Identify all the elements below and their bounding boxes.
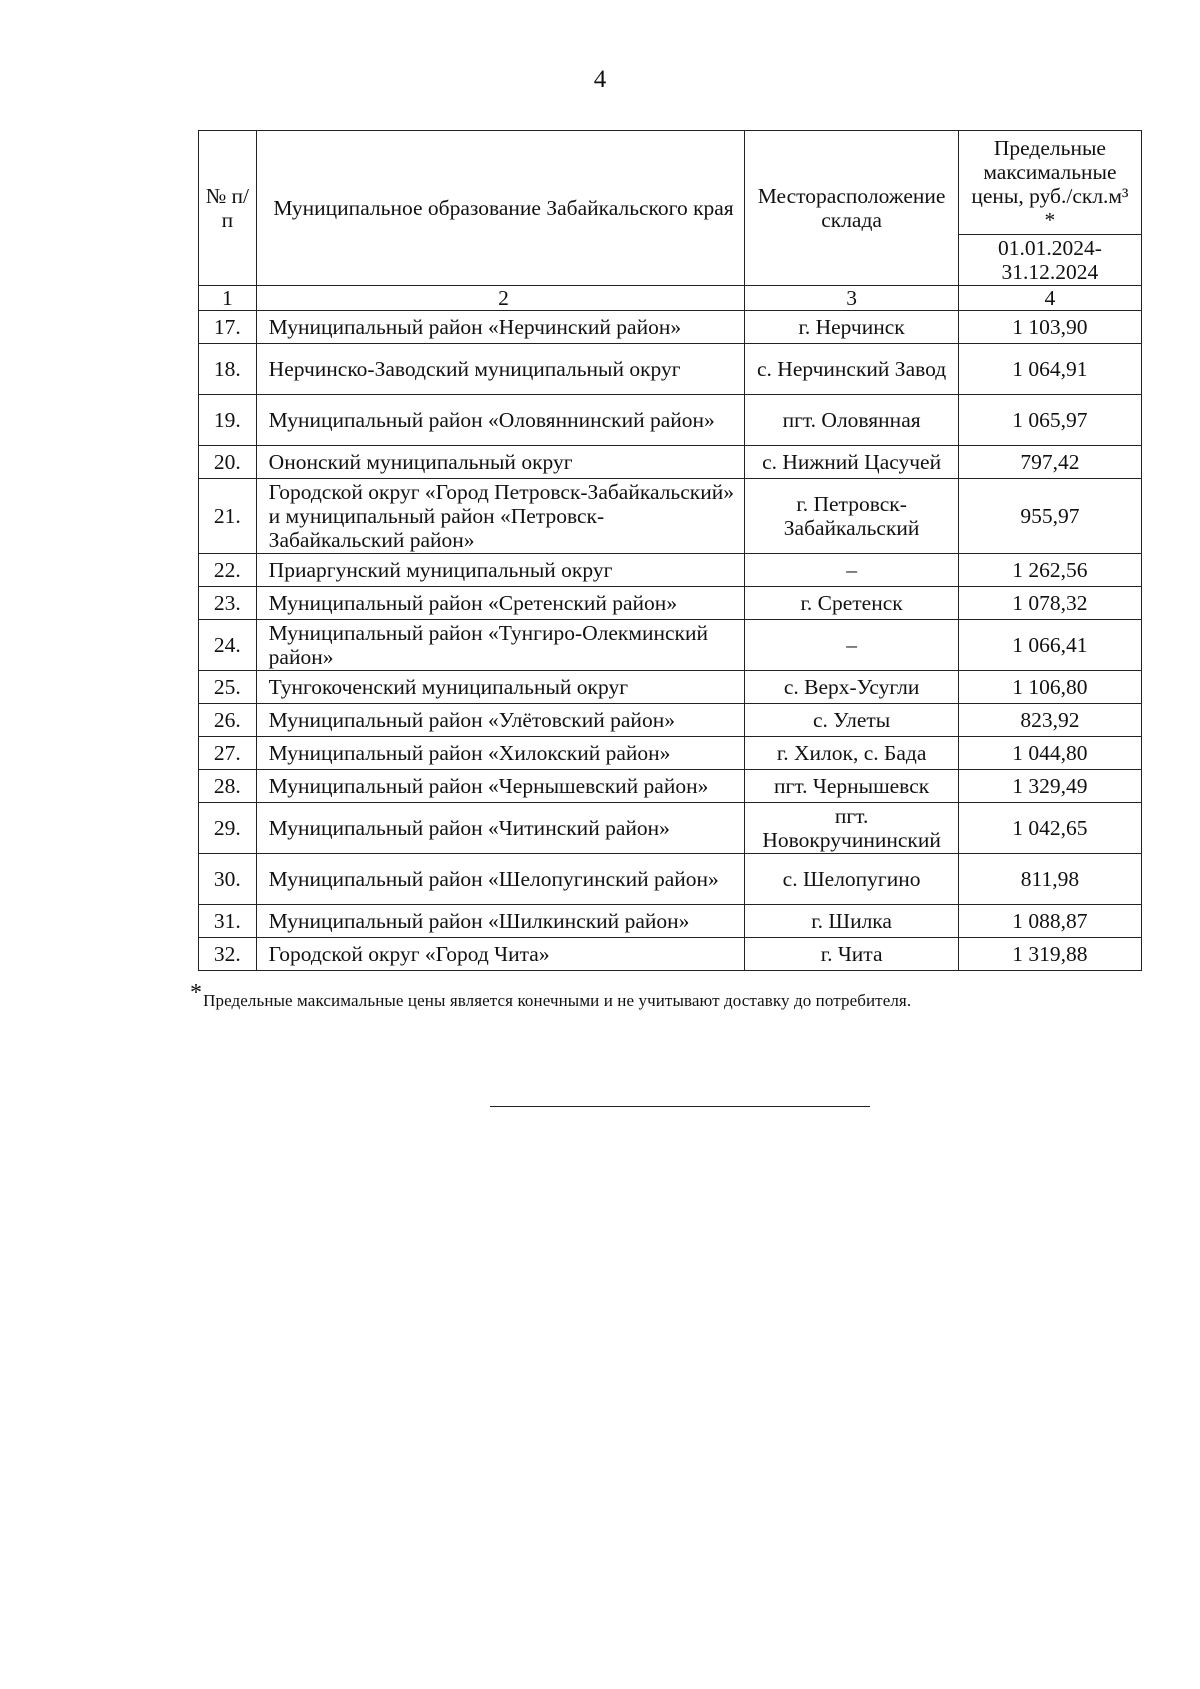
row-municipality: Муниципальный район «Хилокский район» [256,737,745,770]
column-index: 1 [199,286,257,311]
row-municipality: Муниципальный район «Шелопугинский район» [256,854,745,905]
row-municipality: Муниципальный район «Нерчинский район» [256,311,745,344]
header-location: Месторасположение склада [745,131,958,286]
footnote-text: Предельные максимальные цены является конечными и не учитывают доставку до потребителя. [203,991,912,1010]
row-location: г. Хилок, с. Бада [745,737,958,770]
table-row [199,620,1142,671]
row-municipality: Муниципальный район «Шилкинский район» [256,905,745,938]
row-municipality: Муниципальный район «Улётовский район» [256,704,745,737]
footnote-marker: * [190,980,203,1006]
row-location: пгт. Новокручининский [745,803,958,854]
row-location: с. Нижний Цасучей [745,446,958,479]
row-price: 1 329,49 [958,770,1141,803]
row-price: 1 044,80 [958,737,1141,770]
row-price: 1 078,32 [958,587,1141,620]
table-row [199,395,1142,446]
row-location: г. Чита [745,938,958,971]
row-municipality: Тунгокоченский муниципальный округ [256,671,745,704]
table-row [199,737,1142,770]
column-index: 4 [958,286,1141,311]
row-location: г. Петровск-Забайкальский [745,479,958,554]
row-num: 24. [199,620,257,671]
row-price: 797,42 [958,446,1141,479]
row-location: с. Улеты [745,704,958,737]
column-index-row [199,286,1142,311]
row-price: 1 064,91 [958,344,1141,395]
column-index: 2 [256,286,745,311]
row-municipality: Приаргунский муниципальный округ [256,554,745,587]
row-num: 23. [199,587,257,620]
header-price: Предельные максимальные цены, руб./скл.м³ * [958,131,1141,235]
row-location: – [745,620,958,671]
row-num: 27. [199,737,257,770]
table-row [199,446,1142,479]
row-location: г. Сретенск [745,587,958,620]
row-price: 1 106,80 [958,671,1141,704]
price-table [198,130,1142,971]
row-municipality: Нерчинско-Заводский муниципальный округ [256,344,745,395]
table-row [199,554,1142,587]
row-location: пгт. Чернышевск [745,770,958,803]
row-num: 29. [199,803,257,854]
row-num: 20. [199,446,257,479]
table-row [199,905,1142,938]
separator-line [490,1106,870,1107]
row-price: 955,97 [958,479,1141,554]
row-municipality: Городской округ «Город Петровск-Забайкальский» и муниципальный район «Петровск-Забайкальский район» [256,479,745,554]
row-num: 31. [199,905,257,938]
row-municipality: Муниципальный район «Чернышевский район» [256,770,745,803]
table-row [199,704,1142,737]
row-num: 25. [199,671,257,704]
row-municipality: Городской округ «Город Чита» [256,938,745,971]
table-row [199,344,1142,395]
row-location: с. Нерчинский Завод [745,344,958,395]
table-row [199,803,1142,854]
table-row [199,311,1142,344]
row-price: 1 088,87 [958,905,1141,938]
row-municipality: Муниципальный район «Тунгиро-Олекминский район» [256,620,745,671]
row-municipality: Муниципальный район «Читинский район» [256,803,745,854]
table-row [199,479,1142,554]
row-num: 30. [199,854,257,905]
row-location: – [745,554,958,587]
row-municipality: Ононский муниципальный округ [256,446,745,479]
row-location: пгт. Оловянная [745,395,958,446]
row-municipality: Муниципальный район «Оловяннинский район» [256,395,745,446]
row-location: г. Шилка [745,905,958,938]
table-row [199,587,1142,620]
row-price: 811,98 [958,854,1141,905]
row-price: 1 103,90 [958,311,1141,344]
row-num: 26. [199,704,257,737]
row-num: 19. [199,395,257,446]
page-number: 4 [593,66,607,93]
row-price: 1 065,97 [958,395,1141,446]
header-num: № п/п [199,131,257,286]
column-index: 3 [745,286,958,311]
row-price: 1 042,65 [958,803,1141,854]
row-price: 823,92 [958,704,1141,737]
footnote [190,980,912,1013]
row-num: 22. [199,554,257,587]
row-location: г. Нерчинск [745,311,958,344]
row-price: 1 262,56 [958,554,1141,587]
table-row [199,770,1142,803]
header-period: 01.01.2024- 31.12.2024 [958,235,1141,286]
row-location: с. Шелопугино [745,854,958,905]
row-municipality: Муниципальный район «Сретенский район» [256,587,745,620]
row-num: 28. [199,770,257,803]
row-num: 21. [199,479,257,554]
row-num: 17. [199,311,257,344]
row-price: 1 319,88 [958,938,1141,971]
header-municipality: Муниципальное образование Забайкальского края [256,131,745,286]
row-location: с. Верх-Усугли [745,671,958,704]
row-price: 1 066,41 [958,620,1141,671]
table-row [199,938,1142,971]
row-num: 32. [199,938,257,971]
table-row [199,671,1142,704]
row-num: 18. [199,344,257,395]
table-row [199,854,1142,905]
